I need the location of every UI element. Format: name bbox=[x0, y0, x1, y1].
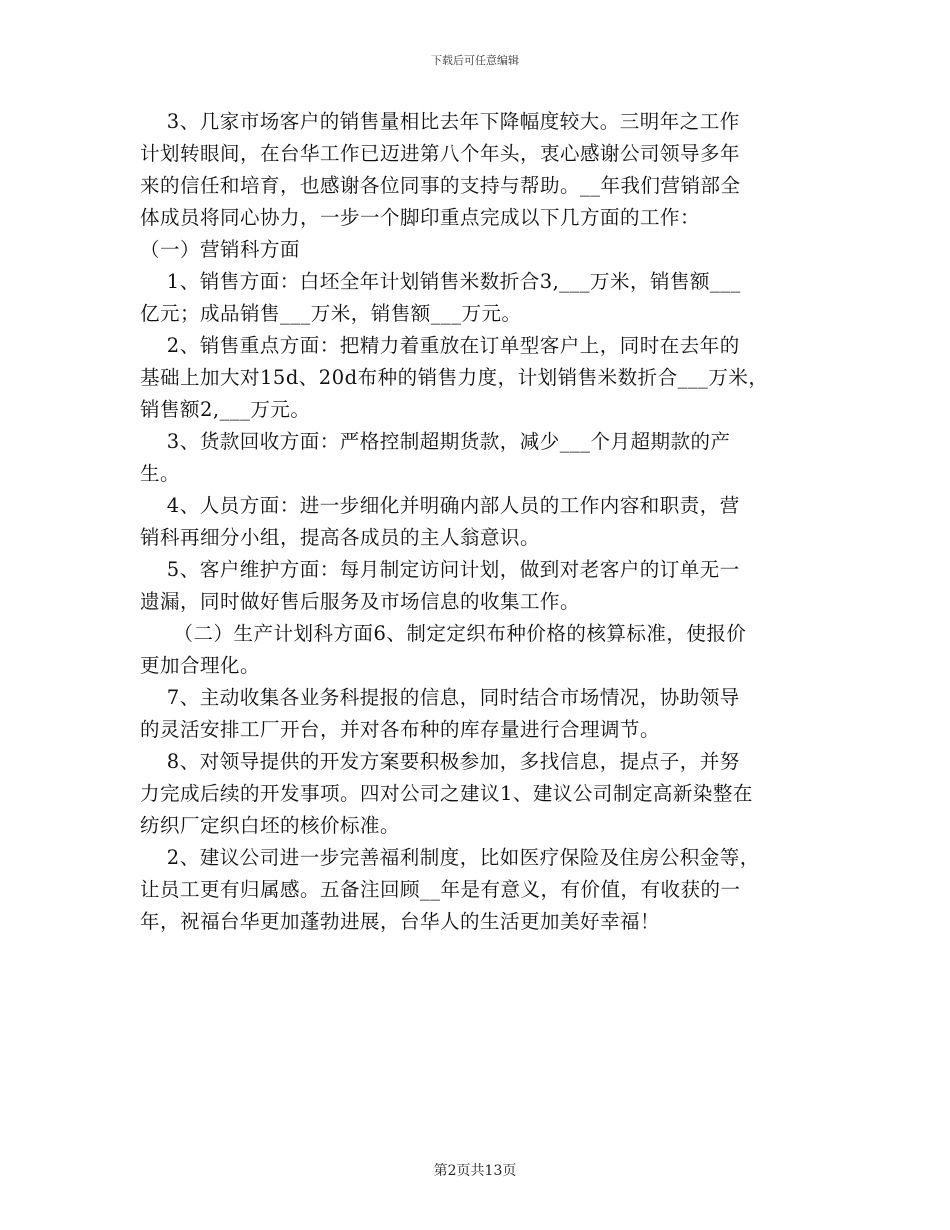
document-body bbox=[140, 106, 820, 938]
section-heading: （一）营销科方面 bbox=[140, 238, 301, 261]
text-line: 1、销售方面：白坯全年计划销售米数折合3,___万米，销售额___ bbox=[140, 270, 741, 293]
text-line: 来的信任和培育，也感谢各位同事的支持与帮助。__年我们营销部全 bbox=[140, 174, 741, 197]
text-line: 遗漏，同时做好售后服务及市场信息的收集工作。 bbox=[140, 590, 581, 613]
text-line: 力完成后续的开发事项。四对公司之建议1、建议公司制定高新染整在 bbox=[140, 782, 753, 805]
page-header: 下载后可任意编辑 bbox=[431, 54, 519, 67]
text-line: 更加合理化。 bbox=[140, 654, 261, 677]
text-line: （二）生产计划科方面6、制定定织布种价格的核算标准，使报价 bbox=[140, 622, 747, 645]
text-line: 4、人员方面：进一步细化并明确内部人员的工作内容和职责，营 bbox=[140, 494, 740, 517]
text-line: 的灵活安排工厂开台，并对各布种的库存量进行合理调节。 bbox=[140, 718, 661, 741]
text-line: 亿元；成品销售___万米，销售额___万元。 bbox=[140, 302, 522, 325]
text-line: 基础上加大对15d、20d布种的销售力度，计划销售米数折合___万米， bbox=[140, 366, 769, 389]
text-line: 生。 bbox=[140, 462, 181, 485]
page-number: 第2页共13页 bbox=[433, 1163, 517, 1179]
text-line: 2、建议公司进一步完善福利制度，比如医疗保险及住房公积金等， bbox=[140, 846, 760, 869]
text-line: 2、销售重点方面：把精力着重放在订单型客户上，同时在去年的 bbox=[140, 334, 740, 357]
text-line: 8、对领导提供的开发方案要积极参加，多找信息，提点子，并努 bbox=[140, 750, 740, 773]
text-line: 纺织厂定织白坯的核价标准。 bbox=[140, 814, 401, 837]
text-line: 年，祝福台华更加蓬勃进展，台华人的生活更加美好幸福！ bbox=[140, 910, 661, 933]
text-line: 销售额2,___万元。 bbox=[140, 398, 311, 421]
text-line: 5、客户维护方面：每月制定访问计划，做到对老客户的订单无一 bbox=[140, 558, 740, 581]
text-line: 销科再细分小组，提高各成员的主人翁意识。 bbox=[140, 526, 541, 549]
text-line: 3、几家市场客户的销售量相比去年下降幅度较大。三明年之工作 bbox=[140, 110, 740, 133]
text-line: 7、主动收集各业务科提报的信息，同时结合市场情况，协助领导 bbox=[140, 686, 740, 709]
text-line: 3、货款回收方面：严格控制超期货款，减少___个月超期款的产 bbox=[140, 430, 731, 453]
text-line: 计划转眼间，在台华工作已迈进第八个年头，衷心感谢公司领导多年 bbox=[140, 142, 741, 165]
text-line: 让员工更有归属感。五备注回顾__年是有意义，有价值，有收获的一 bbox=[140, 878, 741, 901]
text-line: 体成员将同心协力，一步一个脚印重点完成以下几方面的工作： bbox=[140, 206, 701, 229]
